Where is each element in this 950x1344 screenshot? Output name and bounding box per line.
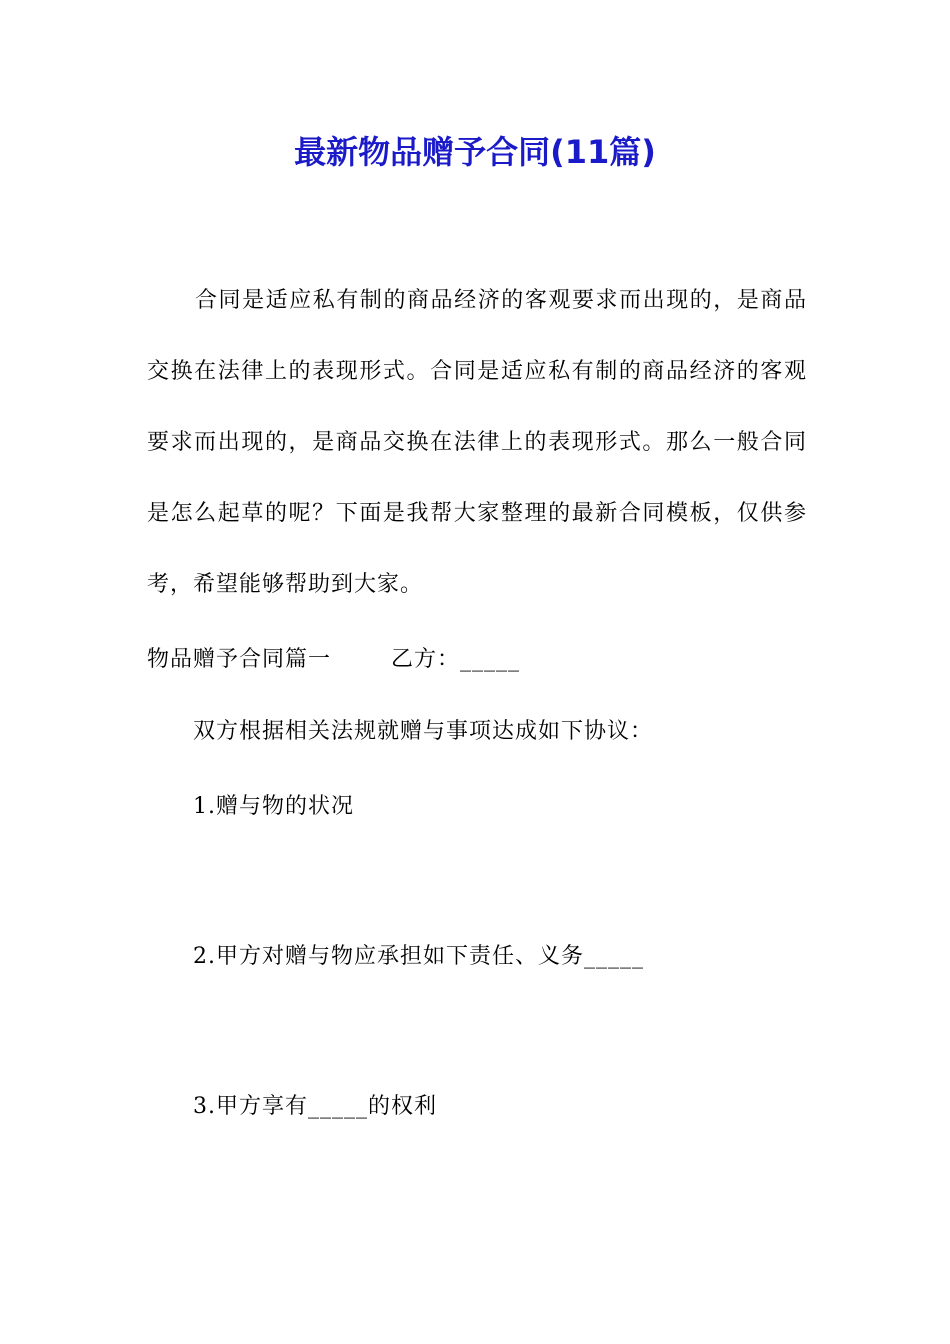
clause-item-3: 3.甲方享有_____的权利	[193, 1094, 437, 1119]
page-title: 最新物品赠予合同(11篇)	[294, 133, 656, 171]
section-heading-line	[147, 644, 520, 676]
clause-item-1: 1.赠与物的状况	[193, 794, 354, 819]
section-heading: 物品赠予合同篇一	[147, 647, 332, 672]
clause-item-2: 2.甲方对赠与物应承担如下责任、义务_____	[193, 944, 644, 969]
intro-paragraph: 合同是适应私有制的商品经济的客观要求而出现的，是商品交换在法律上的表现形式。合同是适应私有制的商品经济的客观要求而出现的，是商品交换在法律上的表现形式。那么一般合同是怎么起草的呢？下面是我帮大家整理的最新合同模板，仅供参考，希望能够帮助到大家。	[147, 288, 807, 597]
agreement-statement: 双方根据相关法规就赠与事项达成如下协议：	[193, 719, 654, 744]
party-b-field: 乙方：_____	[391, 647, 521, 672]
